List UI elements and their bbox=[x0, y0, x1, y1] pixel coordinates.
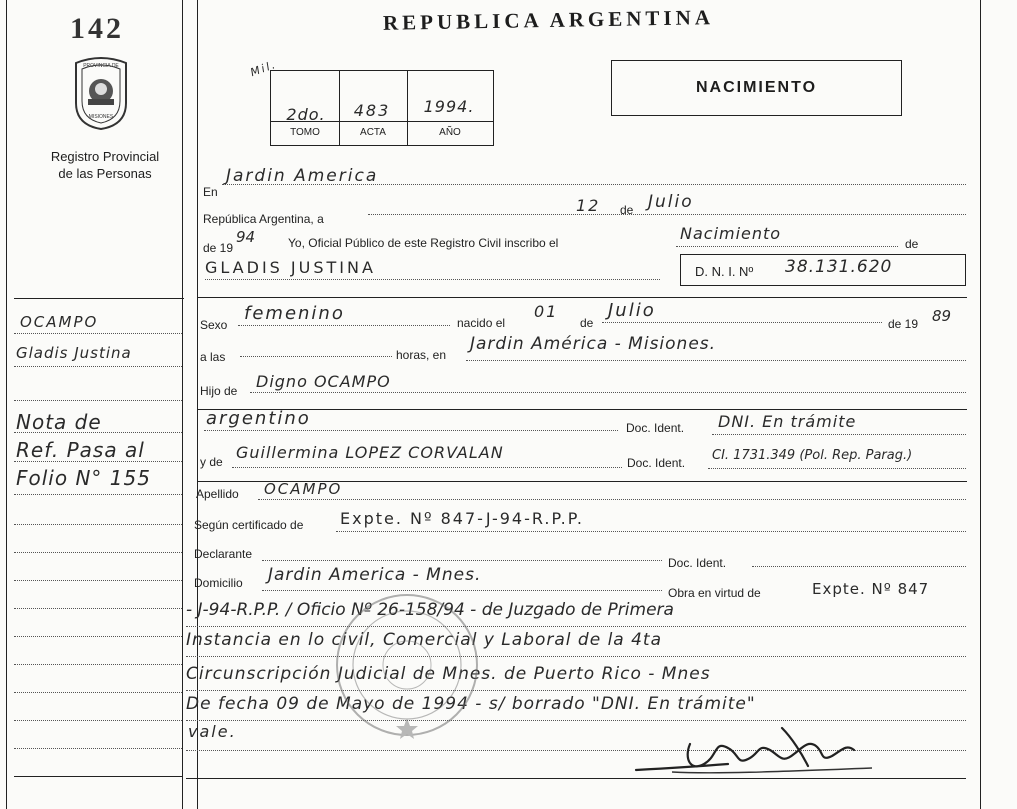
segun-label: Según certificado de bbox=[194, 518, 304, 532]
official-stamp bbox=[332, 590, 482, 740]
left-dots-1 bbox=[14, 333, 182, 334]
form-rule-1 bbox=[197, 297, 967, 298]
birth-de19-label: de 19 bbox=[888, 317, 919, 331]
declarante-label: Declarante bbox=[194, 547, 253, 561]
event-value: Nacimiento bbox=[680, 224, 782, 243]
left-dots-2 bbox=[14, 366, 182, 367]
left-note bbox=[16, 408, 151, 492]
birth-de-label: de bbox=[580, 316, 594, 330]
mother-dots bbox=[232, 467, 622, 468]
round-stamp-icon bbox=[332, 590, 482, 740]
cont-dots-1 bbox=[186, 626, 966, 627]
year-prefix-label: de 19 bbox=[203, 241, 234, 255]
en-value: Jardin America bbox=[226, 166, 379, 186]
registry-line-2: de las Personas bbox=[58, 166, 152, 181]
dni-value: 38.131.620 bbox=[785, 257, 893, 277]
mother-doc: CI. 1731.349 (Pol. Rep. Parag.) bbox=[712, 448, 913, 463]
left-dots-6 bbox=[14, 494, 182, 495]
official-text: Yo, Oficial Público de este Registro Civil inscribo el bbox=[288, 236, 559, 250]
left-dots-9 bbox=[14, 580, 182, 581]
mother-name: Guillermina LOPEZ CORVALAN bbox=[236, 443, 504, 462]
father-nationality: argentino bbox=[206, 408, 311, 429]
left-dots-7 bbox=[14, 524, 182, 525]
left-border bbox=[6, 0, 7, 809]
sexo-dots bbox=[238, 325, 450, 326]
name-value: GLADIS JUSTINA bbox=[205, 258, 376, 277]
year-value: 94 bbox=[236, 228, 256, 246]
left-bottom-rule bbox=[14, 776, 182, 777]
event-de-label: de bbox=[905, 237, 919, 251]
birth-month: Julio bbox=[608, 300, 656, 321]
continuation-line-2: Instancia en lo civil, Comercial y Laboral de la 4ta bbox=[186, 630, 663, 650]
form-divider bbox=[197, 0, 198, 809]
continuation-line-4: De fecha 09 de Mayo de 1994 - s/ borrado "DNI. En trámite" bbox=[186, 694, 756, 714]
tomo-label: TOMO bbox=[290, 127, 320, 138]
ano-value: 1994. bbox=[423, 97, 475, 116]
name-dots bbox=[205, 279, 660, 280]
domicilio-value: Jardin America - Mnes. bbox=[268, 565, 482, 585]
declarante-doc-label: Doc. Ident. bbox=[668, 556, 727, 570]
left-dots-8 bbox=[14, 552, 182, 553]
nationality-dots bbox=[204, 430, 618, 431]
left-dots-4 bbox=[14, 432, 182, 433]
left-top-rule bbox=[14, 298, 184, 299]
registry-label bbox=[10, 148, 200, 182]
yde-label: y de bbox=[200, 455, 223, 469]
column-divider bbox=[182, 0, 183, 809]
folio-number: 142 bbox=[70, 12, 124, 45]
left-dots-3 bbox=[14, 400, 182, 401]
form-rule-2 bbox=[197, 409, 967, 410]
registry-number-box bbox=[270, 70, 494, 146]
country-title: REPUBLICA ARGENTINA bbox=[382, 5, 715, 35]
obra-label: Obra en virtud de bbox=[668, 586, 761, 600]
day-value: 12 bbox=[576, 196, 601, 215]
ano-label: AÑO bbox=[439, 127, 461, 138]
signature-icon bbox=[632, 714, 882, 778]
tomo-value: 2do. bbox=[286, 105, 326, 124]
republica-label: República Argentina, a bbox=[203, 212, 324, 226]
father-dots bbox=[250, 392, 966, 393]
birth-place-dots bbox=[466, 360, 966, 361]
continuation-line-1: - J-94-R.P.P. / Oficio Nº 26-158/94 - de Juzgado de Primera bbox=[186, 600, 674, 620]
svg-text:MISIONES: MISIONES bbox=[88, 114, 114, 120]
provincial-seal bbox=[68, 55, 134, 131]
left-dots-15 bbox=[14, 748, 182, 749]
declarante-dots bbox=[262, 560, 662, 561]
father-doc-dots bbox=[712, 434, 966, 435]
segun-dots bbox=[336, 531, 966, 532]
event-dots bbox=[676, 246, 898, 247]
left-given-names: Gladis Justina bbox=[16, 344, 132, 362]
left-dots-14 bbox=[14, 720, 182, 721]
cont-dots-3 bbox=[186, 690, 966, 691]
apellido-dots bbox=[258, 499, 966, 500]
continuation-line-3: Circunscripción Judicial de Mnes. de Puerto Rico - Mnes bbox=[186, 664, 711, 684]
cont-dots-2 bbox=[186, 656, 966, 657]
acta-label: ACTA bbox=[360, 127, 386, 138]
record-type-box bbox=[611, 60, 902, 116]
seal-icon bbox=[68, 55, 134, 131]
apellido-value: OCAMPO bbox=[264, 480, 343, 498]
dni-label: D. N. I. Nº bbox=[695, 264, 754, 279]
sexo-value: femenino bbox=[244, 303, 345, 324]
left-dots-13 bbox=[14, 692, 182, 693]
father-name: Digno OCAMPO bbox=[256, 372, 391, 391]
registry-line-1: Registro Provincial bbox=[50, 149, 160, 164]
alas-dots bbox=[240, 356, 392, 357]
month-value: Julio bbox=[648, 192, 694, 212]
left-dots-5 bbox=[14, 461, 182, 462]
sexo-label: Sexo bbox=[200, 318, 228, 332]
mother-doc-label: Doc. Ident. bbox=[627, 456, 686, 470]
svg-text:PROVINCIA DE: PROVINCIA DE bbox=[83, 63, 119, 69]
republica-dots bbox=[368, 214, 966, 215]
father-doc: DNI. En trámite bbox=[718, 412, 857, 431]
domicilio-label: Domicilio bbox=[194, 576, 243, 590]
day-de-label: de bbox=[620, 203, 634, 217]
continuation-line-5: vale. bbox=[188, 722, 237, 741]
right-border bbox=[980, 0, 981, 809]
hijo-label: Hijo de bbox=[200, 384, 238, 398]
left-surname: OCAMPO bbox=[20, 313, 99, 331]
left-dots-11 bbox=[14, 636, 182, 637]
obra-value: Expte. Nº 847 bbox=[812, 580, 930, 598]
official-signature bbox=[632, 714, 882, 778]
acta-value: 483 bbox=[353, 101, 391, 120]
alas-label: a las bbox=[200, 350, 226, 364]
form-bottom-rule bbox=[186, 778, 966, 779]
en-label: En bbox=[203, 185, 218, 199]
apellido-label: Apellido bbox=[196, 487, 239, 501]
dni-box bbox=[680, 254, 966, 286]
birth-place: Jardin América - Misiones. bbox=[470, 334, 717, 354]
nacido-label: nacido el bbox=[457, 316, 506, 330]
segun-value: Expte. Nº 847-J-94-R.P.P. bbox=[340, 509, 584, 528]
birth-year: 89 bbox=[932, 307, 952, 325]
left-dots-10 bbox=[14, 608, 182, 609]
record-type: NACIMIENTO bbox=[695, 79, 818, 96]
horas-label: horas, en bbox=[396, 348, 447, 362]
birth-day: 01 bbox=[534, 302, 559, 321]
birth-month-dots bbox=[602, 322, 882, 323]
stamp-mark: Mil. bbox=[248, 57, 279, 80]
father-doc-label: Doc. Ident. bbox=[626, 421, 685, 435]
left-dots-12 bbox=[14, 664, 182, 665]
mother-doc-dots bbox=[708, 468, 966, 469]
note-line-3: Folio N° 155 bbox=[16, 466, 151, 490]
note-line-2: Ref. Pasa al bbox=[16, 438, 145, 462]
declarante-doc-dots bbox=[752, 566, 966, 567]
note-line-1: Nota de bbox=[16, 410, 102, 434]
